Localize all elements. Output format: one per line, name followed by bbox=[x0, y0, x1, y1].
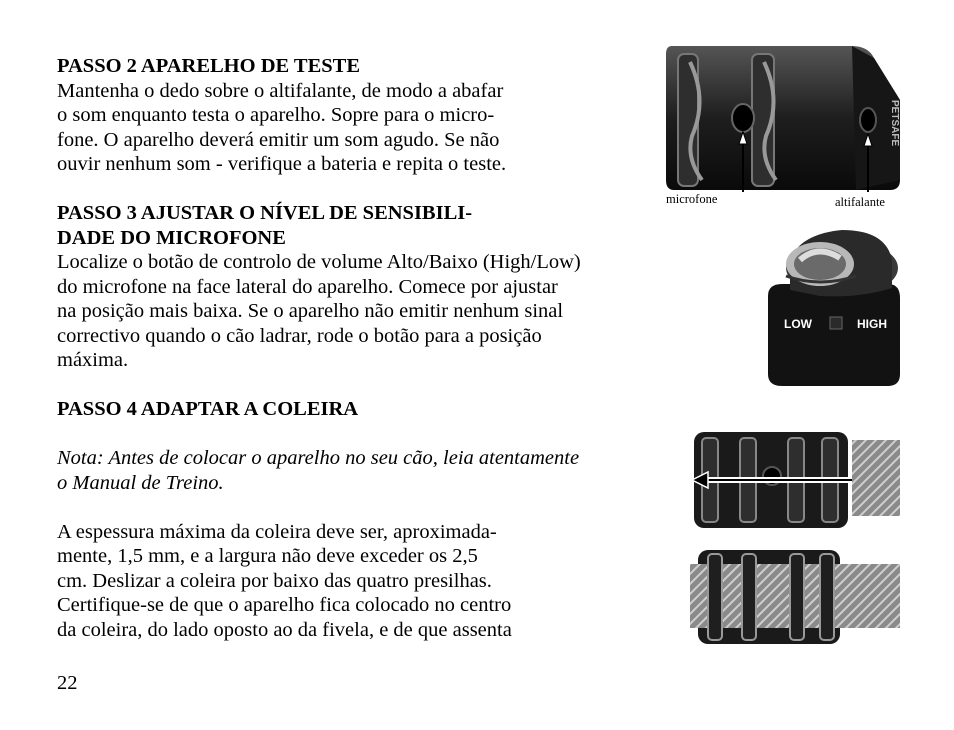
collar-insertion-figure bbox=[688, 428, 902, 532]
step3-line: máxima. bbox=[57, 349, 129, 371]
body-text bbox=[57, 54, 747, 642]
step3-heading: PASSO 3 AJUSTAR O NÍVEL DE SENSIBILI- bbox=[57, 202, 473, 224]
step2-line: fone. O aparelho deverá emitir um som agudo. Se não bbox=[57, 128, 500, 151]
step4-note: o Manual de Treino. bbox=[57, 471, 224, 494]
step3-line: do microfone na face lateral do aparelho. Comece por ajustar bbox=[57, 275, 558, 298]
step3-line: correctivo quando o cão ladrar, rode o botão para a posição bbox=[57, 324, 542, 347]
device-front-illustration bbox=[664, 40, 904, 194]
step3-line: Localize o botão de controlo de volume Alto/Baixo (High/Low) bbox=[57, 251, 581, 273]
step2-line: o som enquanto testa o aparelho. Sopre para o micro- bbox=[57, 104, 495, 126]
sensitivity-switch-figure bbox=[760, 224, 904, 388]
step2-line: Mantenha o dedo sobre o altifalante, de modo a abafar bbox=[57, 79, 504, 102]
brand-logo: PETSAFE bbox=[889, 100, 900, 147]
collar-fitted-figure bbox=[688, 546, 902, 648]
step4-heading: PASSO 4 ADAPTAR A COLEIRA bbox=[57, 398, 359, 420]
step4-line: da coleira, do lado oposto ao da fivela, e de que assenta bbox=[57, 618, 512, 641]
step4-note: Nota: Antes de colocar o aparelho no seu cão, leia atentamente bbox=[57, 447, 580, 469]
step3-line: na posição mais baixa. Se o aparelho não emitir nenhum sinal bbox=[57, 300, 564, 322]
low-label: LOW bbox=[784, 317, 812, 331]
step4-line: Certifique-se de que o aparelho fica colocado no centro bbox=[57, 594, 512, 616]
step2-heading: PASSO 2 APARELHO DE TESTE bbox=[57, 55, 361, 77]
high-label: HIGH bbox=[857, 317, 887, 331]
device-front-figure bbox=[664, 40, 904, 209]
step2-line: ouvir nenhum som - verifique a bateria e repita o teste. bbox=[57, 153, 507, 175]
page-number: 22 bbox=[57, 672, 78, 694]
step3-heading: DADE DO MICROFONE bbox=[57, 226, 286, 249]
microphone-label: microfone bbox=[666, 192, 718, 206]
step4-line: A espessura máxima da coleira deve ser, aproximada- bbox=[57, 520, 497, 543]
step4-line: mente, 1,5 mm, e a largura não deve exceder os 2,5 bbox=[57, 545, 478, 567]
step4-line: cm. Deslizar a coleira por baixo das quatro presilhas. bbox=[57, 569, 492, 592]
speaker-label: altifalante bbox=[835, 195, 885, 209]
